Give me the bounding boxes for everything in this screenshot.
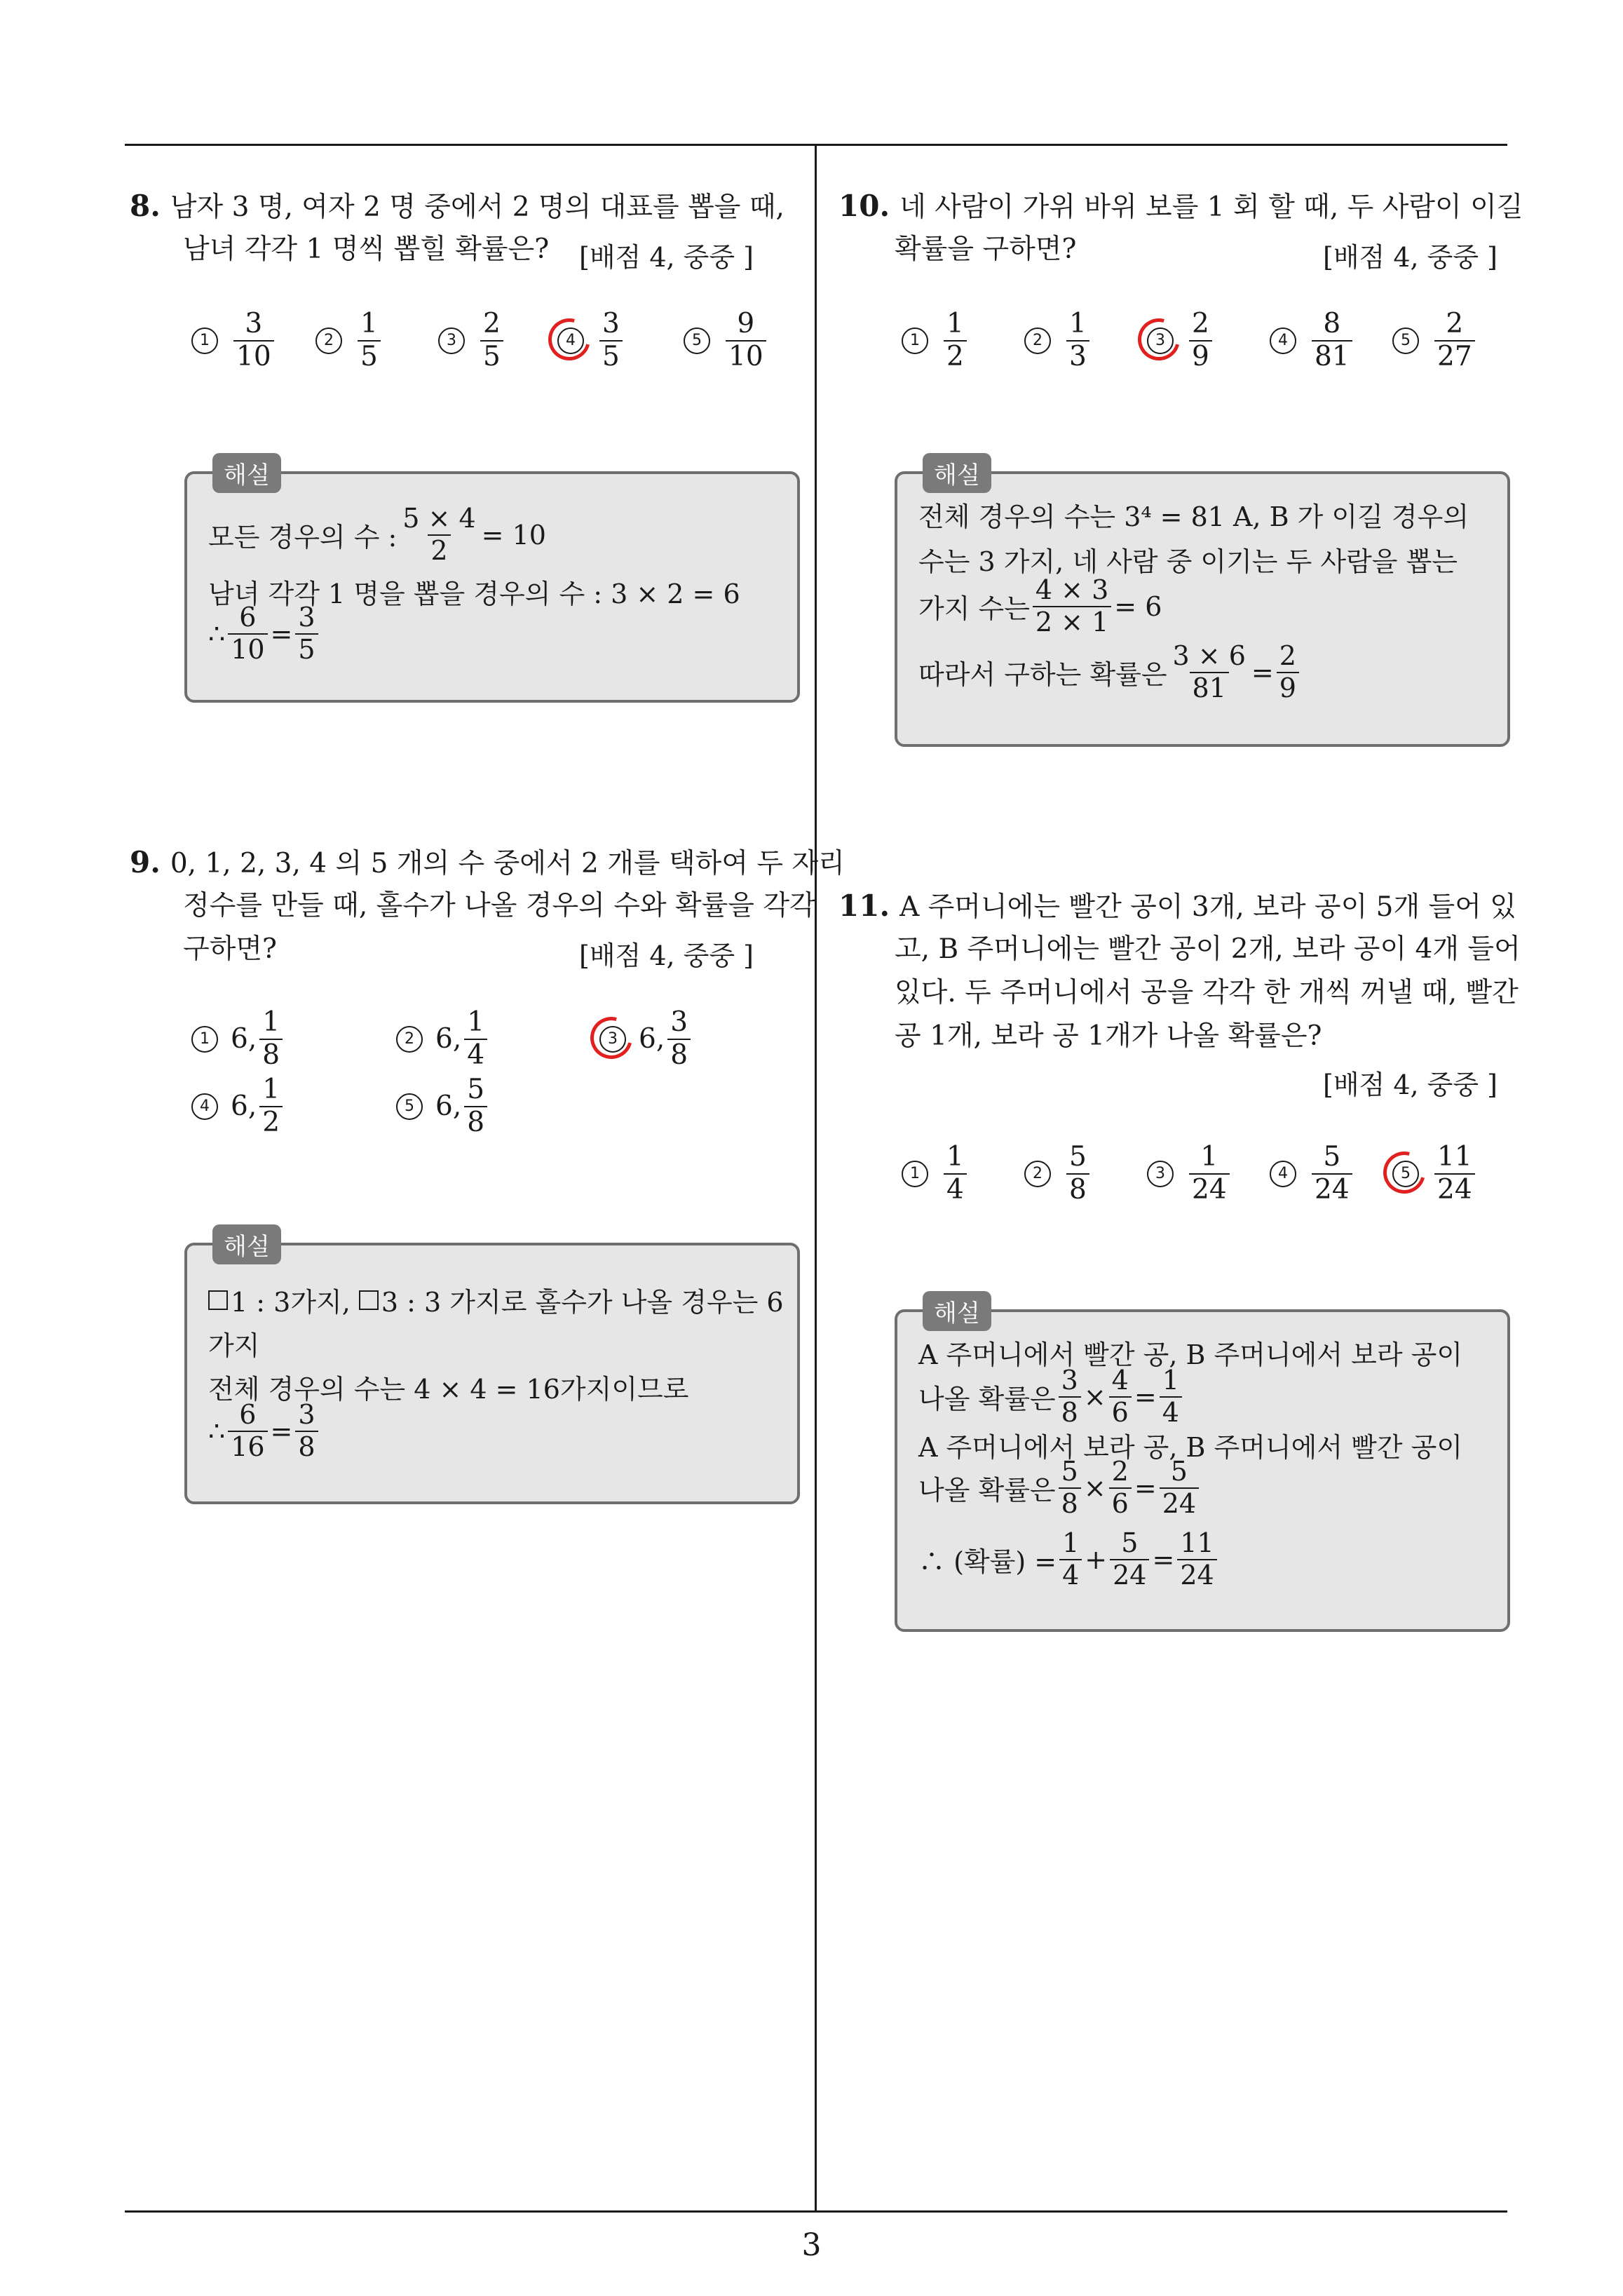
column-divider	[815, 144, 817, 2213]
question-10-choices	[838, 308, 1472, 380]
choice-mark: 5	[684, 327, 710, 354]
question-11-choices	[838, 1141, 1472, 1213]
solution-line: 전체 경우의 수는 4 × 4 = 16가지이므로	[208, 1374, 689, 1405]
fraction: $\frac{2}{9}$	[1277, 642, 1299, 703]
blank-box-icon	[208, 1290, 228, 1310]
fraction: $\frac{1}{4}$	[1059, 1529, 1082, 1590]
question-10-score: [배점 4, 중중 ]	[1323, 242, 1498, 273]
choice-mark: 5	[1392, 327, 1419, 354]
fraction: $\frac{1}{5}$	[358, 310, 381, 372]
choice-mark: 1	[902, 1161, 928, 1187]
question-10-number: 10.	[838, 189, 890, 223]
fraction: $\frac{1}{2}$	[259, 1076, 283, 1137]
question-10	[838, 184, 1523, 759]
fraction: $\frac{9}{10}$	[726, 310, 766, 372]
question-9	[130, 840, 845, 1513]
fraction: $\frac{3}{5}$	[295, 604, 318, 664]
answer-circle-icon	[1130, 311, 1188, 368]
choice-5[interactable]	[1392, 310, 1478, 372]
solution-box	[184, 461, 800, 703]
solution-line: 전체 경우의 수는 3⁴ = 81 A, B 가 이길 경우의	[918, 501, 1469, 532]
solution-line: ∴ (확률) = $\frac{1}{4}$ + $\frac{5}{24}$ = $\frac{11}{24}$	[918, 1529, 1220, 1590]
choice-mark: 5	[396, 1093, 423, 1120]
fraction: $\frac{2}{27}$	[1434, 310, 1475, 372]
question-8-score: [배점 4, 중중 ]	[579, 242, 754, 273]
fraction: $\frac{8}{81}$	[1312, 310, 1352, 372]
fraction: $\frac{4 \times 3}{2 \times 1}$	[1033, 576, 1111, 637]
question-11-score: [배점 4, 중중 ]	[1323, 1069, 1498, 1100]
fraction: $\frac{1}{4}$	[944, 1143, 967, 1205]
answer-circle-icon	[541, 311, 598, 368]
question-11	[838, 884, 1521, 1641]
solution-box	[895, 1299, 1510, 1632]
solution-line: 남녀 각각 1 명을 뽑을 경우의 수 : 3 × 2 = 6	[208, 579, 740, 609]
page-number: 3	[801, 2227, 822, 2263]
fraction: $\frac{3}{8}$	[1059, 1367, 1081, 1427]
fraction: $\frac{1}{2}$	[944, 310, 967, 372]
question-9-line3: 구하면?	[183, 933, 277, 965]
choice-mark: 5	[1392, 1161, 1419, 1187]
question-9-number: 9.	[130, 845, 161, 879]
fraction: $\frac{1}{3}$	[1066, 310, 1089, 372]
choice-mark: 3	[1147, 327, 1174, 354]
choice-4[interactable]: 4 6, $\frac{1}{2}$	[191, 1076, 285, 1137]
question-8-choices	[130, 310, 761, 380]
question-9-choices	[130, 1008, 761, 1149]
solution-line: A 주머니에서 보라 공, B 주머니에서 빨간 공이	[918, 1432, 1463, 1463]
choice-2[interactable]: 2 6, $\frac{1}{4}$	[396, 1008, 490, 1070]
choice-mark: 1	[191, 327, 218, 354]
choice-2[interactable]	[1024, 310, 1092, 372]
question-11-line4: 공 1개, 보라 공 1개가 나올 확률은?	[895, 1020, 1322, 1052]
question-11-line3: 있다. 두 주머니에서 공을 각각 한 개씩 꺼낼 때, 빨간	[895, 977, 1519, 1008]
solution-box	[895, 461, 1510, 747]
question-8-number: 8.	[130, 189, 161, 223]
fraction: $\frac{6}{16}$	[228, 1401, 267, 1461]
fraction: $\frac{5 \times 4}{2}$	[402, 503, 476, 566]
fraction: $\frac{5}{24}$	[1110, 1529, 1149, 1590]
choice-2[interactable]	[1024, 1143, 1092, 1205]
choice-mark: 4	[191, 1093, 218, 1120]
solution-tag: 해설	[212, 453, 281, 493]
choice-mark: 2	[1024, 327, 1051, 354]
solution-line: 따라서 구하는 확률은 $\frac{3 \times 6}{81}$ = $\frac{2}{9}$	[918, 642, 1302, 703]
fraction: $\frac{3}{8}$	[667, 1008, 691, 1070]
choice-1[interactable]	[902, 1143, 970, 1205]
fraction: $\frac{6}{10}$	[228, 604, 267, 664]
choice-1[interactable]	[191, 310, 277, 372]
choice-4[interactable]	[1270, 310, 1355, 372]
choice-mark: 3	[1147, 1161, 1174, 1187]
choice-1[interactable]	[902, 310, 970, 372]
fraction: $\frac{3}{5}$	[599, 310, 623, 372]
fraction: $\frac{4}{6}$	[1109, 1367, 1132, 1427]
question-9-line2: 정수를 만들 때, 홀수가 나올 경우의 수와 확률을 각각	[183, 890, 816, 921]
choice-3[interactable]: 3 6, $\frac{3}{8}$	[599, 1008, 693, 1070]
choice-mark: 2	[1024, 1161, 1051, 1187]
solution-line: 수는 3 가지, 네 사람 중 이기는 두 사람을 뽑는	[918, 546, 1458, 577]
choice-5[interactable]: 5 6, $\frac{5}{8}$	[396, 1076, 490, 1137]
question-8-line2: 남녀 각각 1 명씩 뽑힐 확률은?	[183, 234, 550, 265]
choice-mark: 4	[1270, 327, 1296, 354]
question-8	[130, 184, 785, 717]
solution-line: 가지	[208, 1330, 260, 1361]
solution-tag: 해설	[923, 453, 991, 493]
choice-3[interactable]	[1147, 1143, 1232, 1205]
fraction: $\frac{3}{8}$	[295, 1401, 318, 1461]
answer-circle-icon	[583, 1009, 640, 1067]
choice-5[interactable]	[1392, 1143, 1478, 1205]
solution-line: 가지 수는 $\frac{4 \times 3}{2 \times 1}$ = 6	[918, 574, 1162, 637]
choice-mark: 3	[438, 327, 465, 354]
choice-mark: 2	[315, 327, 342, 354]
choice-mark: 1	[191, 1026, 218, 1053]
fraction: $\frac{11}{24}$	[1177, 1529, 1216, 1590]
fraction: $\frac{5}{8}$	[464, 1076, 487, 1137]
fraction: $\frac{3 \times 6}{81}$	[1172, 640, 1246, 703]
choice-4[interactable]	[1270, 1143, 1355, 1205]
solution-line: 나올 확률은 $\frac{5}{8}$ × $\frac{2}{6}$ = $\frac{5}{24}$	[918, 1458, 1202, 1518]
question-10-line2: 확률을 구하면?	[895, 234, 1077, 265]
choice-4[interactable]	[557, 310, 625, 372]
choice-5[interactable]	[684, 310, 769, 372]
fraction: $\frac{2}{9}$	[1189, 310, 1212, 372]
question-9-score: [배점 4, 중중 ]	[579, 940, 754, 971]
bottom-rule	[125, 2210, 1507, 2213]
choice-3[interactable]	[438, 310, 506, 372]
solution-line: 모든 경우의 수 : $\frac{5 \times 4}{2}$ = 10	[208, 503, 546, 566]
question-11-line2: 고, B 주머니에는 빨간 공이 2개, 보라 공이 4개 들어	[895, 933, 1521, 965]
solution-tag: 해설	[212, 1224, 281, 1264]
question-8-line1: 8. 남자 3 명, 여자 2 명 중에서 2 명의 대표를 뽑을 때,	[130, 189, 785, 223]
solution-tag: 해설	[923, 1291, 991, 1331]
solution-line: A 주머니에서 빨간 공, B 주머니에서 보라 공이	[918, 1339, 1463, 1370]
blank-box-icon	[359, 1290, 379, 1310]
solution-line: ∴ $\frac{6}{16}$ = $\frac{3}{8}$	[208, 1401, 321, 1461]
solution-line: ∴ $\frac{6}{10}$ = $\frac{3}{5}$	[208, 604, 321, 664]
question-10-line1: 10. 네 사람이 가위 바위 보를 1 회 할 때, 두 사람이 이길	[838, 189, 1523, 223]
fraction: $\frac{5}{24}$	[1312, 1143, 1352, 1205]
fraction: $\frac{1}{24}$	[1189, 1143, 1230, 1205]
fraction: $\frac{5}{8}$	[1066, 1143, 1089, 1205]
fraction: $\frac{1}{8}$	[259, 1008, 283, 1070]
fraction: $\frac{2}{6}$	[1109, 1458, 1132, 1518]
choice-mark: 4	[1270, 1161, 1296, 1187]
solution-line: 1 : 3가지, 3 : 3 가지로 홀수가 나올 경우는 6	[208, 1281, 784, 1319]
choice-mark: 3	[599, 1026, 626, 1053]
question-11-line1: 11. A 주머니에는 빨간 공이 3개, 보라 공이 5개 들어 있	[838, 889, 1516, 923]
fraction: $\frac{11}{24}$	[1434, 1143, 1475, 1205]
choice-mark: 2	[396, 1026, 423, 1053]
question-11-number: 11.	[838, 889, 890, 923]
solution-box	[184, 1233, 800, 1504]
answer-circle-icon	[1376, 1144, 1433, 1201]
fraction: $\frac{5}{8}$	[1059, 1458, 1081, 1518]
choice-mark: 1	[902, 327, 928, 354]
choice-3[interactable]	[1147, 310, 1215, 372]
choice-mark: 4	[557, 327, 584, 354]
choice-1[interactable]: 1 6, $\frac{1}{8}$	[191, 1008, 285, 1070]
solution-line: 나올 확률은 $\frac{3}{8}$ × $\frac{4}{6}$ = $\frac{1}{4}$	[918, 1367, 1185, 1427]
question-9-line1: 9. 0, 1, 2, 3, 4 의 5 개의 수 중에서 2 개를 택하여 두 자리	[130, 845, 845, 879]
fraction: $\frac{3}{10}$	[233, 310, 274, 372]
fraction: $\frac{1}{4}$	[1160, 1367, 1182, 1427]
fraction: $\frac{1}{4}$	[464, 1008, 487, 1070]
fraction: $\frac{2}{5}$	[480, 310, 503, 372]
choice-2[interactable]	[315, 310, 383, 372]
fraction: $\frac{5}{24}$	[1160, 1458, 1199, 1518]
